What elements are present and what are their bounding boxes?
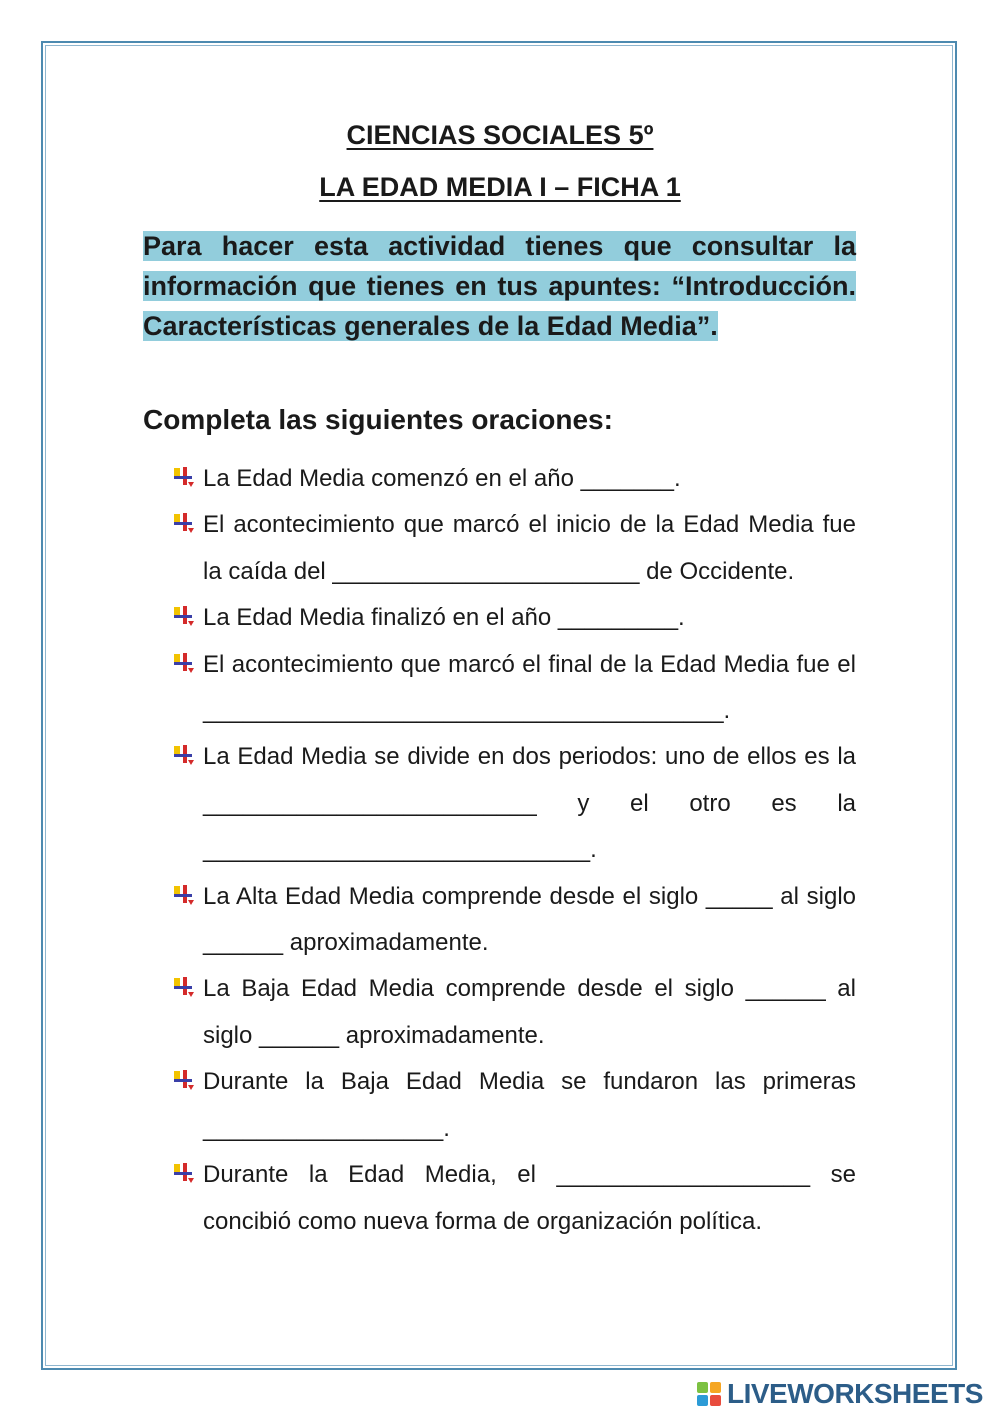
list-item [172, 1059, 856, 1152]
instruction-text: Para hacer esta actividad tienes que consultar la información que tienes en tus apuntes: “Introducción. Características generales de la Edad Media”. [143, 231, 856, 341]
sentence-text: La Alta Edad Media comprende desde el siglo _____ al siglo ______ aproximadamente. [203, 882, 856, 957]
list-item [172, 734, 856, 873]
arrow-bullet-icon [172, 743, 196, 767]
liveworksheets-logo-icon [697, 1382, 721, 1406]
list-item [172, 595, 856, 641]
brand-name: LIVEWORKSHEETS [727, 1378, 983, 1409]
liveworksheets-watermark [697, 1378, 983, 1410]
list-item [172, 642, 856, 735]
sentence-text: Durante la Baja Edad Media se fundaron las primeras __________________. [203, 1068, 856, 1142]
sentence-text: La Edad Media comenzó en el año _______. [203, 465, 681, 492]
instruction-box [143, 226, 856, 346]
arrow-bullet-icon [172, 465, 196, 489]
arrow-bullet-icon [172, 975, 196, 999]
arrow-bullet-icon [172, 1068, 196, 1092]
list-item [172, 1152, 856, 1245]
arrow-bullet-icon [172, 883, 196, 907]
list-item [172, 966, 856, 1059]
sentence-text: El acontecimiento que marcó el final de la Edad Media fue el _______________________________________. [203, 650, 856, 725]
list-item [172, 456, 856, 502]
arrow-bullet-icon [172, 604, 196, 628]
page-title: CIENCIAS SOCIALES 5º [346, 120, 654, 150]
arrow-bullet-icon [172, 511, 196, 535]
arrow-bullet-icon [172, 651, 196, 675]
list-item [172, 502, 856, 595]
sentence-list [172, 456, 856, 1245]
sentence-text: La Edad Media se divide en dos periodos: uno de ellos es la _________________________ y el otro es la _____________________________. [203, 743, 856, 864]
sentence-text: Durante la Edad Media, el ___________________ se concibió como nueva forma de organización política. [203, 1161, 856, 1235]
list-item [172, 874, 856, 967]
sentence-text: La Baja Edad Media comprende desde el siglo ______ al siglo ______ aproximadamente. [203, 975, 856, 1049]
worksheet-subtitle: LA EDAD MEDIA I – FICHA 1 [319, 172, 681, 202]
sentence-text: La Edad Media finalizó en el año _________. [203, 604, 685, 632]
sentence-text: El acontecimiento que marcó el inicio de la Edad Media fue la caída del _______________________ de Occidente. [203, 511, 856, 585]
exercise-prompt: Completa las siguientes oraciones: [143, 404, 613, 435]
arrow-bullet-icon [172, 1161, 196, 1185]
